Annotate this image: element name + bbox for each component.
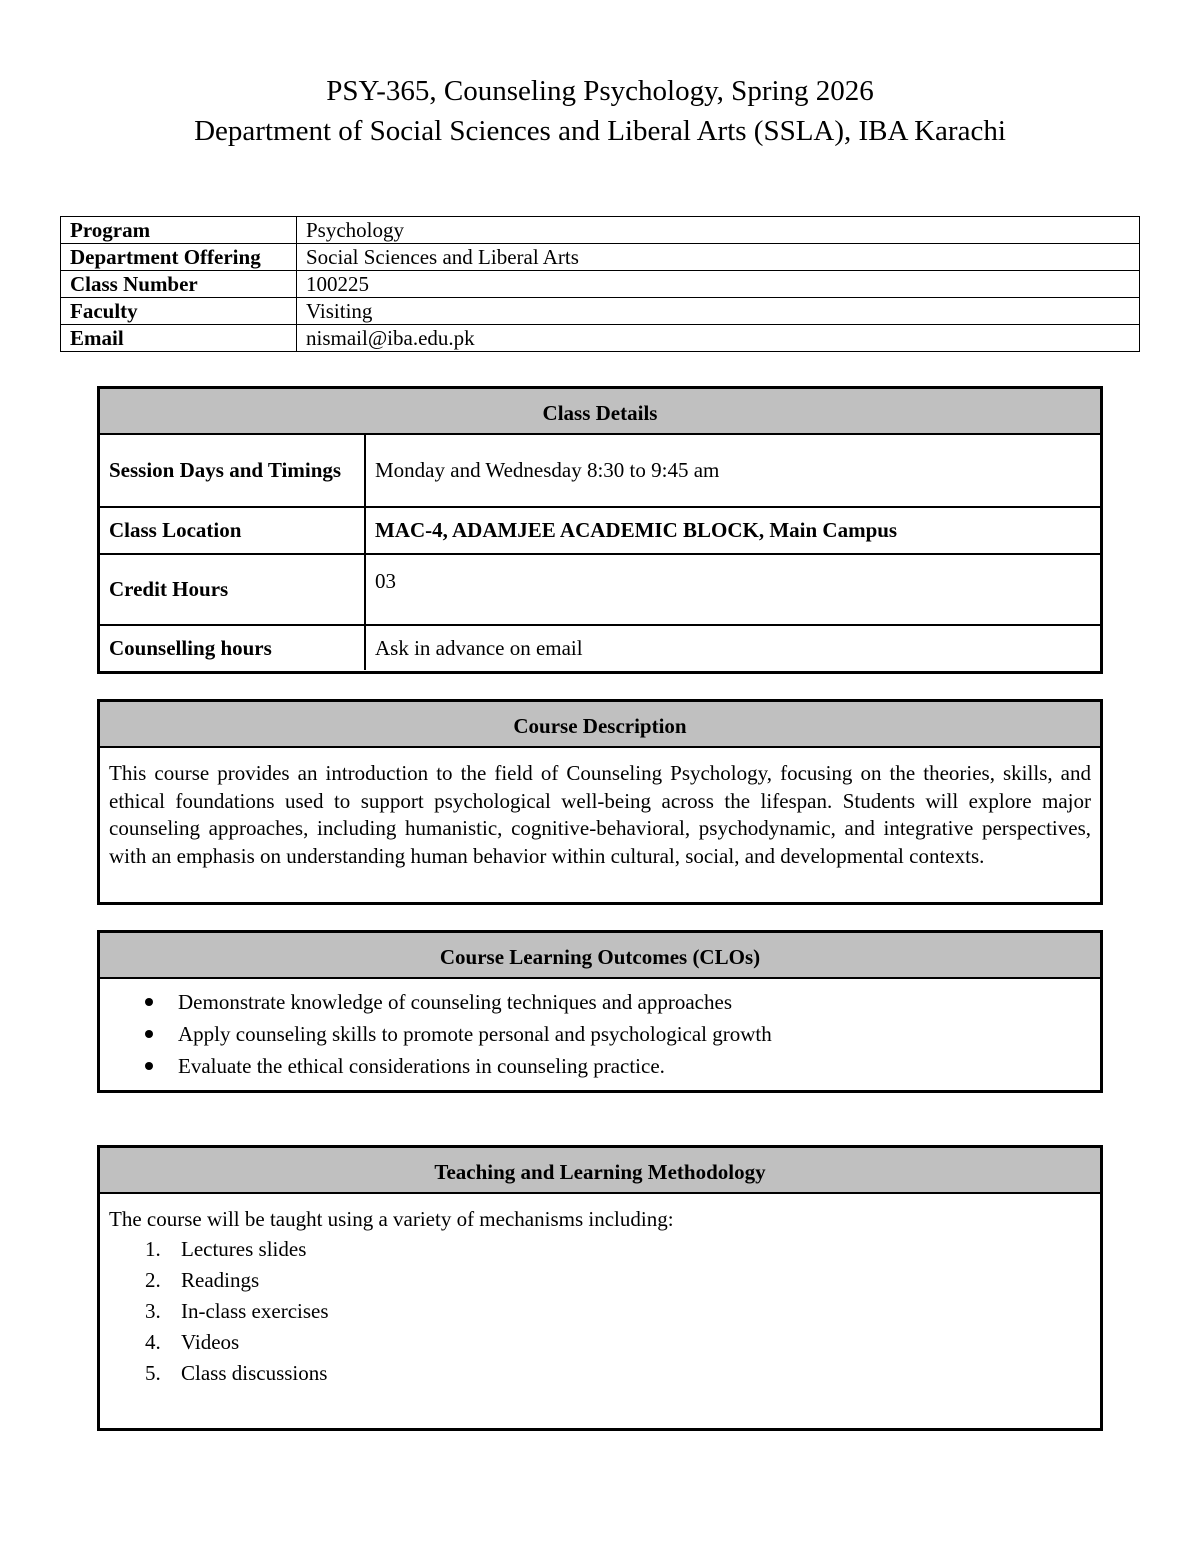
list-item: Demonstrate knowledge of counseling techniques and approaches (100, 987, 1100, 1018)
methodology-section (97, 1145, 1103, 1431)
list-number: 5. (145, 1361, 161, 1385)
list-item-text: Class discussions (181, 1361, 328, 1385)
course-description-section (97, 699, 1103, 905)
counselling-hours-label: Counselling hours (109, 635, 272, 660)
list-number: 1. (145, 1237, 161, 1261)
course-info-table (60, 216, 1140, 352)
clos-heading: Course Learning Outcomes (CLOs) (100, 933, 1100, 979)
table-row (61, 244, 1140, 271)
list-number: 2. (145, 1268, 161, 1292)
document-title: PSY-365, Counseling Psychology, Spring 2026 (326, 75, 874, 107)
info-label-department: Department Offering (61, 244, 297, 271)
info-label-program: Program (61, 217, 297, 244)
info-value-class-number: 100225 (297, 271, 1140, 298)
course-description-text: This course provides an introduction to the field of Counseling Psychology, focusing on the theories, skills, and ethical foundations used to support psychological well-being across the lifespan. Students will explore major counseling approaches, including humanistic, cognitive-behavioral, psychodynamic, and integrative perspectives, with an emphasis on understanding human behavior within cultural, social, and developmental contexts. (109, 761, 1091, 868)
clos-list (100, 979, 1100, 1082)
list-item-text: Readings (181, 1268, 260, 1292)
credit-hours-value: 03 (364, 555, 1100, 624)
list-item (109, 1327, 1091, 1358)
methodology-intro: The course will be taught using a variety of mechanisms including: (109, 1207, 674, 1231)
info-label-faculty: Faculty (61, 298, 297, 325)
clos-section (97, 930, 1103, 1093)
table-row (61, 325, 1140, 352)
info-label-email: Email (61, 325, 297, 352)
table-row (100, 435, 1100, 508)
class-location-value: MAC-4, ADAMJEE ACADEMIC BLOCK, Main Campus (364, 508, 1100, 553)
methodology-heading: Teaching and Learning Methodology (100, 1148, 1100, 1194)
list-item: Evaluate the ethical considerations in counseling practice. (100, 1051, 1100, 1082)
session-days-label: Session Days and Timings (109, 458, 342, 482)
list-item (109, 1265, 1091, 1296)
table-row (100, 626, 1100, 670)
info-value-program: Psychology (297, 217, 1140, 244)
table-row (100, 508, 1100, 555)
list-item (109, 1358, 1091, 1389)
list-number: 3. (145, 1299, 161, 1323)
table-row (100, 555, 1100, 626)
list-item-text: In-class exercises (181, 1299, 329, 1323)
class-details-heading: Class Details (100, 389, 1100, 435)
table-row (61, 298, 1140, 325)
list-item (109, 1234, 1091, 1265)
info-value-department: Social Sciences and Liberal Arts (297, 244, 1140, 271)
list-number: 4. (145, 1330, 161, 1354)
table-row (61, 271, 1140, 298)
counselling-hours-value: Ask in advance on email (364, 626, 1100, 670)
info-value-faculty: Visiting (297, 298, 1140, 325)
class-location-label: Class Location (109, 518, 242, 542)
credit-hours-label: Credit Hours (109, 577, 229, 601)
course-description-heading: Course Description (100, 702, 1100, 748)
document-subtitle: Department of Social Sciences and Liberal Arts (SSLA), IBA Karachi (194, 115, 1006, 147)
session-days-value: Monday and Wednesday 8:30 to 9:45 am (364, 435, 1100, 506)
table-row (61, 217, 1140, 244)
list-item (109, 1296, 1091, 1327)
list-item-text: Videos (181, 1330, 240, 1354)
list-item: Apply counseling skills to promote personal and psychological growth (100, 1019, 1100, 1050)
info-value-email: nismail@iba.edu.pk (297, 325, 1140, 352)
methodology-list (109, 1234, 1091, 1389)
list-item-text: Lectures slides (181, 1237, 307, 1261)
class-details-section (97, 386, 1103, 674)
info-label-class-number: Class Number (61, 271, 297, 298)
